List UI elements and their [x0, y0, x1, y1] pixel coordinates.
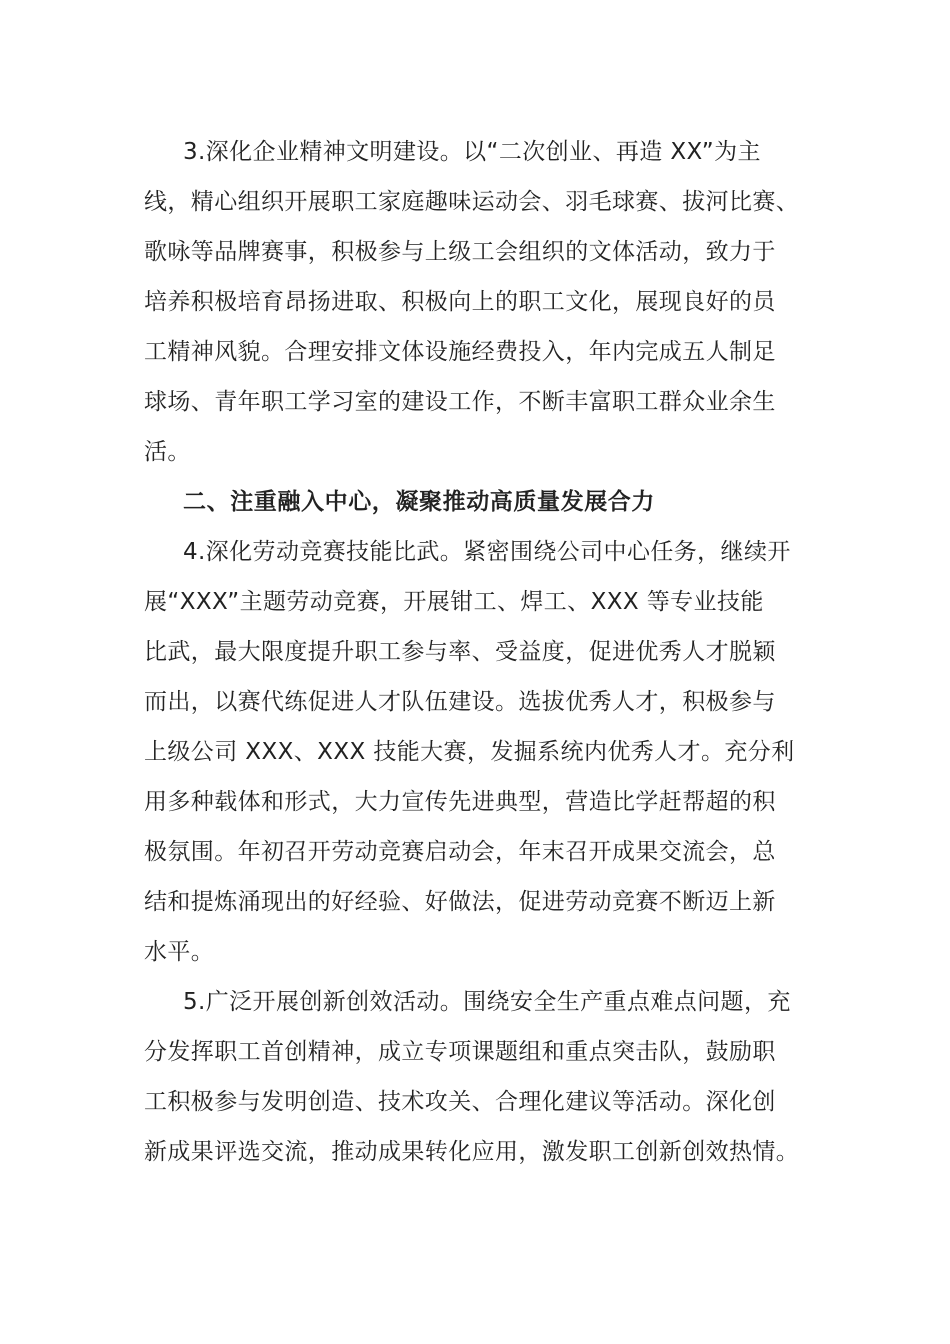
text-line: 用多种载体和形式，大力宣传先进典型，营造比学赶帮超的积: [144, 789, 776, 815]
paragraph-item-4: [144, 527, 828, 977]
text-line: 极氛围。年初召开劳动竞赛启动会，年末召开成果交流会，总: [144, 839, 776, 865]
text-line: 培养积极培育昂扬进取、积极向上的职工文化，展现良好的员: [144, 289, 776, 315]
paragraph-item-3: [144, 127, 828, 477]
text-line: 4.深化劳动竞赛技能比武。紧密围绕公司中心任务，继续开: [183, 539, 791, 565]
document-body: [144, 127, 828, 1177]
text-line: 上级公司 XXX、XXX 技能大赛，发掘系统内优秀人才。充分利: [144, 739, 795, 765]
text-line: 线，精心组织开展职工家庭趣味运动会、羽毛球赛、拔河比赛、: [144, 189, 800, 215]
text-line: 结和提炼涌现出的好经验、好做法，促进劳动竞赛不断迈上新: [144, 889, 776, 915]
text-line: 歌咏等品牌赛事，积极参与上级工会组织的文体活动，致力于: [144, 239, 776, 265]
text-line: 5.广泛开展创新创效活动。围绕安全生产重点难点问题，充: [183, 989, 791, 1015]
text-line: 3.深化企业精神文明建设。以“二次创业、再造 XX”为主: [183, 139, 761, 165]
section-heading: [144, 477, 828, 527]
text-line: 展“XXX”主题劳动竞赛，开展钳工、焊工、XXX 等专业技能: [144, 589, 764, 615]
text-line: 分发挥职工首创精神，成立专项课题组和重点突击队，鼓励职: [144, 1039, 776, 1065]
text-line: 新成果评选交流，推动成果转化应用，激发职工创新创效热情。: [144, 1139, 800, 1165]
text-line: 而出，以赛代练促进人才队伍建设。选拔优秀人才，积极参与: [144, 689, 776, 715]
text-line: 活。: [144, 439, 191, 465]
text-line: 球场、青年职工学习室的建设工作，不断丰富职工群众业余生: [144, 389, 776, 415]
text-line: 工积极参与发明创造、技术攻关、合理化建议等活动。深化创: [144, 1089, 776, 1115]
text-line: 水平。: [144, 939, 215, 965]
text-line: 比武，最大限度提升职工参与率、受益度，促进优秀人才脱颖: [144, 639, 776, 665]
text-line: 工精神风貌。合理安排文体设施经费投入，年内完成五人制足: [144, 339, 776, 365]
paragraph-item-5: [144, 977, 828, 1177]
heading-text: 二、注重融入中心，凝聚推动高质量发展合力: [183, 489, 655, 515]
